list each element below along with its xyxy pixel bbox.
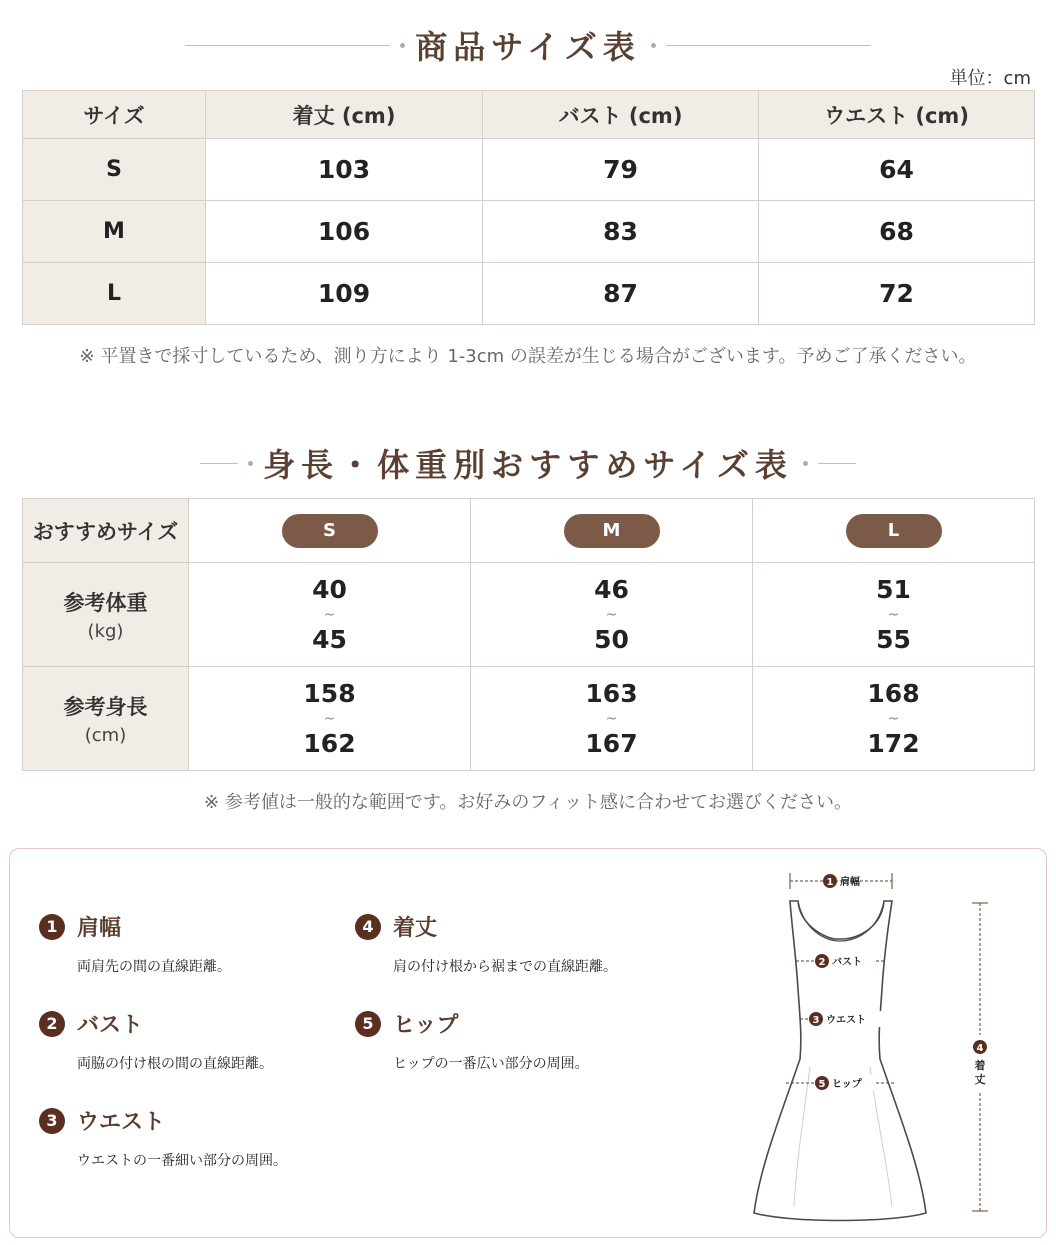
number-badge: 4 [355,914,381,940]
recommend-title-row [0,440,1056,486]
guide-item-desc: 両脇の付け根の間の直線距離。 [77,1056,273,1072]
height-range-s [189,667,471,771]
recommend-size-header [23,499,189,563]
table-row [23,139,1035,201]
recommend-table [22,498,1035,771]
guide-item-name: ウエスト [77,1110,166,1135]
range-tilde: ~ [323,710,336,727]
range-max: 172 [867,728,920,758]
recommend-note: ※ 参考値は一般的な範囲です。お好みのフィット感に合わせてお選びください。 [204,792,852,813]
range-min: 163 [585,678,638,708]
diagram-length-label-1: 着 [974,1059,986,1072]
weight-unit: (kg) [87,621,124,642]
range-tilde: ~ [605,606,618,623]
height-range-m [471,667,753,771]
badge-number: 1 [826,877,834,888]
guide-item-bust [39,1008,273,1073]
size-table-header [23,91,1035,139]
header-length: 着丈 (cm) [206,91,483,139]
guide-item-desc: ウエストの一番細い部分の周囲。 [77,1153,287,1169]
header-waist: ウエスト (cm) [759,91,1035,139]
size-label: L [23,263,206,325]
range-min: 51 [876,574,911,604]
range-tilde: ~ [323,606,336,623]
size-pill-s: S [282,514,378,548]
title-divider-right [818,463,856,464]
number-badge: 3 [39,1108,65,1134]
diagram-length-label-2: 丈 [974,1073,986,1086]
range-tilde: ~ [605,710,618,727]
title-dot-left [400,43,405,48]
range-tilde: ~ [887,710,900,727]
range-min: 40 [312,574,347,604]
range-max: 45 [312,624,347,654]
title-divider-left [185,45,390,46]
waist-value: 64 [759,139,1035,201]
size-table [22,90,1035,325]
recommend-size-label: おすすめサイズ [32,519,179,544]
weight-label: 参考体重 [63,591,148,615]
guide-item-name: バスト [77,1013,144,1038]
measurement-guide-panel [9,848,1047,1238]
guide-item-desc: ヒップの一番広い部分の周囲。 [393,1056,589,1072]
range-max: 167 [585,728,638,758]
number-badge: 2 [39,1011,65,1037]
recommend-title: 身長・体重別おすすめサイズ表 [263,446,793,484]
size-pill-cell [753,499,1035,563]
number-badge: 1 [39,914,65,940]
height-label: 参考身長 [63,695,148,719]
range-tilde: ~ [887,606,900,623]
title-divider-right [666,45,871,46]
range-min: 158 [303,678,356,708]
bust-value: 83 [483,201,759,263]
size-pill-m: M [564,514,660,548]
header-bust: バスト (cm) [483,91,759,139]
range-max: 50 [594,624,629,654]
number-badge: 5 [355,1011,381,1037]
height-header [23,667,189,771]
range-max: 55 [876,624,911,654]
size-chart-title: 商品サイズ表 [415,28,641,66]
range-max: 162 [303,728,356,758]
guide-item-name: 肩幅 [77,916,122,941]
guide-item-desc: 肩の付け根から裾までの直線距離。 [393,959,617,975]
badge-number: 5 [818,1079,826,1090]
waist-value: 72 [759,263,1035,325]
table-row [23,499,1035,563]
title-dot-right [651,43,656,48]
weight-header [23,563,189,667]
guide-item-waist [39,1105,287,1170]
weight-range-m [471,563,753,667]
unit-label: 単位：cm [949,68,1031,89]
dress-diagram [750,867,1020,1227]
size-pill-l: L [846,514,942,548]
guide-item-name: 着丈 [393,916,438,941]
header-size: サイズ [23,91,206,139]
table-row [23,667,1035,771]
bust-value: 87 [483,263,759,325]
guide-item-name: ヒップ [393,1013,459,1038]
size-label: M [23,201,206,263]
range-min: 46 [594,574,629,604]
title-dot-right [803,461,808,466]
weight-range-s [189,563,471,667]
size-chart-title-row [0,22,1056,68]
weight-range-l [753,563,1035,667]
table-row [23,263,1035,325]
badge-number: 4 [976,1043,984,1054]
length-value: 106 [206,201,483,263]
range-min: 168 [867,678,920,708]
guide-item-desc: 両肩先の間の直線距離。 [77,959,231,975]
size-label: S [23,139,206,201]
table-row [23,201,1035,263]
title-divider-left [200,463,238,464]
diagram-shoulder-label: 肩幅 [840,877,860,888]
dress-outline [754,901,926,1221]
length-value: 103 [206,139,483,201]
size-pill-cell [471,499,753,563]
length-value: 109 [206,263,483,325]
measurement-note: ※ 平置きで採寸しているため、測り方により 1-3cm の誤差が生じる場合がございます。予めご了承ください。 [79,346,977,367]
bust-value: 79 [483,139,759,201]
table-row [23,563,1035,667]
badge-number: 2 [818,957,826,968]
height-unit: (cm) [84,725,127,746]
diagram-hip-label: ヒップ [832,1079,862,1090]
guide-item-hip [355,1008,589,1073]
badge-number: 3 [812,1015,820,1026]
title-dot-left [248,461,253,466]
diagram-bust-label: バスト [832,957,862,968]
height-range-l [753,667,1035,771]
waist-value: 68 [759,201,1035,263]
guide-item-length [355,911,617,976]
size-pill-cell [189,499,471,563]
diagram-waist-label: ウエスト [826,1015,866,1026]
guide-item-shoulder [39,911,231,976]
